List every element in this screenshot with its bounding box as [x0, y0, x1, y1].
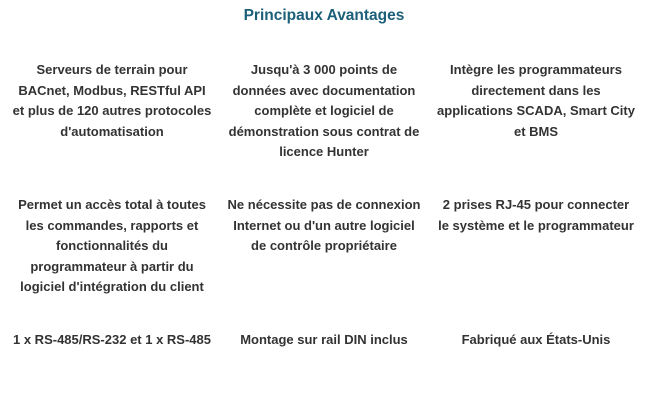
feature-item: Montage sur rail DIN inclus	[240, 332, 408, 347]
features-grid	[6, 60, 642, 390]
feature-item: Jusqu'à 3 000 points de données avec documentation complète et logiciel de démonstration sous contrat de licence Hunter	[228, 62, 420, 159]
feature-item: Permet un accès total à toutes les commandes, rapports et fonctionnalités du programmateur à partir du logiciel d'intégration du client	[18, 197, 206, 294]
section-title: Principaux Avantages	[243, 7, 405, 24]
feature-item: 1 x RS-485/RS-232 et 1 x RS-485	[13, 332, 211, 347]
feature-item: Fabriqué aux États-Unis	[461, 332, 611, 347]
feature-item: 2 prises RJ-45 pour connecter le système et le programmateur	[438, 197, 634, 233]
feature-item: Ne nécessite pas de connexion Internet ou d'un autre logiciel de contrôle propriétaire	[227, 197, 421, 253]
feature-item: Serveurs de terrain pour BACnet, Modbus, RESTful API et plus de 120 autres protocoles d'automatisation	[12, 62, 212, 139]
feature-item: Intègre les programmateurs directement dans les applications SCADA, Smart City et BMS	[437, 62, 635, 139]
